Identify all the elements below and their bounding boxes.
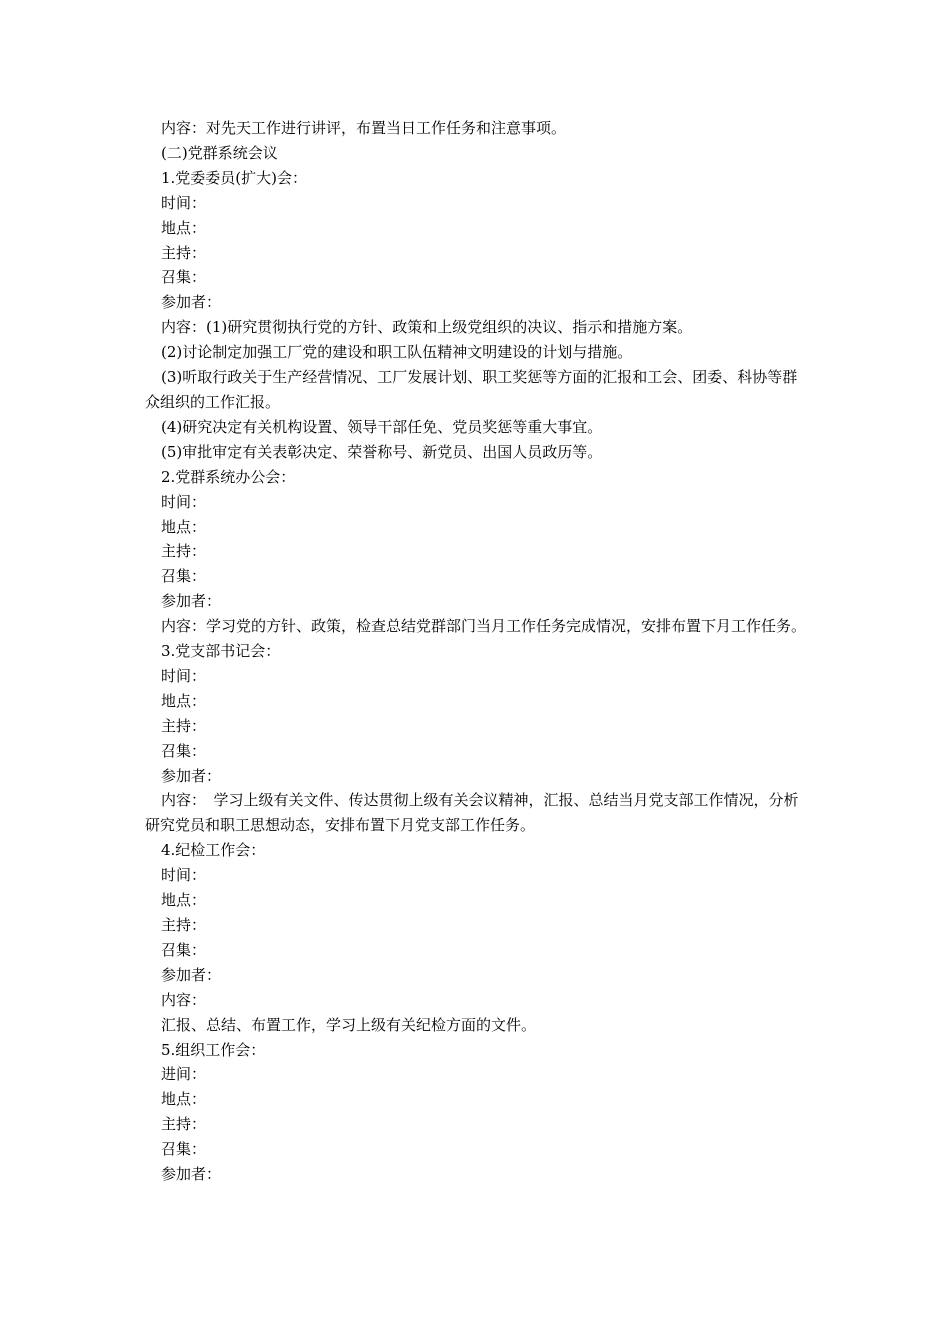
text-line: 内容：对先天工作进行讲评，布置当日工作任务和注意事项。 <box>161 119 567 137</box>
field-label: 时间： <box>161 193 207 212</box>
field-label: 召集： <box>161 741 207 760</box>
text-line: (2)讨论制定加强工厂党的建设和职工队伍精神文明建设的计划与措施。 <box>161 343 633 362</box>
field-label: 参加者： <box>161 766 222 785</box>
field-label: 参加者： <box>161 293 222 312</box>
meeting-heading: 5.组织工作会： <box>161 1040 266 1059</box>
text-line: (5)审批审定有关表彰决定、荣誉称号、新党员、出国人员政历等。 <box>161 442 603 461</box>
meeting-heading: 2.党群系统办公会： <box>161 467 296 486</box>
field-label: 地点： <box>161 1090 207 1109</box>
field-label: 时间： <box>161 866 207 885</box>
field-label: 召集： <box>161 1140 207 1159</box>
field-label: 进间： <box>161 1065 207 1084</box>
field-label: 地点： <box>161 691 207 710</box>
field-label: 召集： <box>161 268 207 287</box>
field-label: 地点： <box>161 891 207 910</box>
field-label: 召集： <box>161 940 207 959</box>
field-label: 地点： <box>161 517 207 536</box>
field-label: 时间： <box>161 666 207 685</box>
text-line: (4)研究决定有关机构设置、领导干部任免、党员奖惩等重大事宜。 <box>161 417 603 436</box>
field-label: 主持： <box>161 1115 207 1134</box>
field-label: 主持： <box>161 243 207 262</box>
section-heading: (二)党群系统会议 <box>161 143 278 162</box>
text-line: 内容： 学习上级有关文件、传达贯彻上级有关会议精神，汇报、总结当月党支部工作情况，分析研究党员和职工思想动态，安排布置下月党支部工作任务。 <box>145 791 799 835</box>
field-label: 参加者： <box>161 1165 222 1184</box>
field-label: 地点： <box>161 218 207 237</box>
field-label: 主持： <box>161 716 207 735</box>
text-line: 内容：(1)研究贯彻执行党的方针、政策和上级党组织的决议、指示和措施方案。 <box>161 318 693 337</box>
field-label: 主持： <box>161 916 207 934</box>
meeting-heading: 4.纪检工作会： <box>161 841 266 860</box>
document-body <box>145 116 810 1187</box>
field-label: 主持： <box>161 542 207 561</box>
field-label: 参加者： <box>161 592 222 611</box>
text-line: (3)听取行政关于生产经营情况、工厂发展计划、职工奖惩等方面的汇报和工会、团委、科协等群众组织的工作汇报。 <box>145 368 798 411</box>
field-label: 召集： <box>161 567 207 586</box>
field-label: 时间： <box>161 492 207 511</box>
meeting-heading: 1.党委委员(扩大)会： <box>161 168 308 187</box>
meeting-heading: 3.党支部书记会： <box>161 642 281 661</box>
text-line: 内容：学习党的方针、政策，检查总结党群部门当月工作任务完成情况，安排布置下月工作任务。 <box>161 617 807 636</box>
field-label: 内容： <box>161 990 207 1009</box>
text-line: 汇报、总结、布置工作，学习上级有关纪检方面的文件。 <box>161 1015 537 1034</box>
field-label: 参加者： <box>161 965 222 984</box>
